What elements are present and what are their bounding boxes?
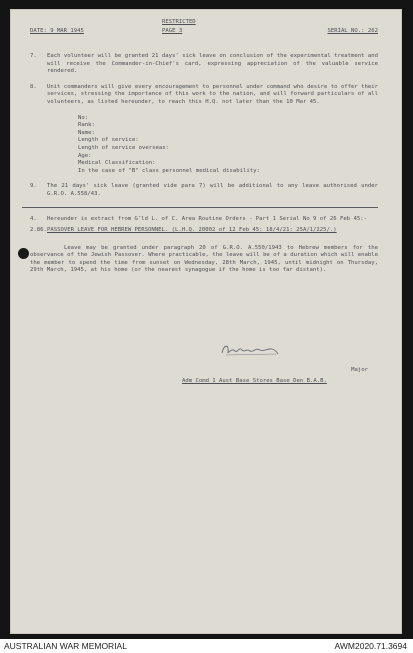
paragraph-text: Hereunder is extract from G'ld L. of C. Area Routine Orders - Part 1 Serial No 9 of 26 Feb 45:- [47,215,367,222]
document-page [10,9,402,634]
particulars-item: Name: [78,129,95,136]
paragraph-7 [30,53,378,76]
paragraph-number: 7. [30,53,37,59]
particulars-item: In the case of "B" class personnel medical disability: [78,167,260,174]
paragraph-text: Unit commanders will give every encouragement to personnel under command who desire to offer their services, stressing the importance of this work to the nation, and will forward particulars of all volunteers, as listed hereunder, to reach this H.Q. not later than the 10 Mar 45. [47,83,378,105]
header-serial: SERIAL NO.: 262 [327,28,378,34]
section-title [30,227,378,235]
particulars-item: Medical Classification: [78,160,156,167]
paragraph-9 [30,183,378,198]
signatory-rank: Major [351,367,368,374]
document-body [30,19,378,411]
footer-institution: AUSTRALIAN WAR MEMORIAL [4,641,127,651]
particulars-item: Length of service: [78,137,139,144]
section-number: 2.86. [30,227,47,234]
signature-block [30,331,378,411]
paragraph-number: 9. [30,183,37,190]
paragraph-number: 4. [30,215,37,222]
classification-marking: RESTRICTED [162,19,196,25]
particulars-list [78,115,378,176]
document-header [30,19,378,53]
extract-note [30,216,378,224]
section-title-text: PASSOVER LEAVE FOR HEBREW PERSONNEL. (L.H.Q. 20002 of 12 Feb 45: 18/4/21: 25A/1/225/.) [47,227,337,234]
particulars-item: Rank: [78,122,95,129]
header-page: PAGE 3 [162,28,183,34]
passover-leave-paragraph: Leave may be granted under paragraph 20 of G.R.O. A.550/1943 to Hebrew members for the observance of the Jewish Passover. Where practicable, the leave will be of a duration which will enable the member to spend the time from sunset on Wednesday, 28th March, 1945, until midnight on Thursday, 29th March, 1945, at his home (or the nearest synagogue if the home is too far distant). [30,244,378,274]
section-divider [22,207,378,208]
signatory-appointment: Adm Comd 1 Aust Base Stores Base Den B.A.B. [182,378,327,385]
archive-footer [0,639,413,653]
header-date: DATE: 9 MAR 1945 [30,28,84,34]
particulars-item: Age: [78,152,92,159]
paragraph-number: 8. [30,83,37,90]
paragraph-text: The 21 days' sick leave (granted vide para 7) will be additional to any leave authorised under G.R.O. A.558/43. [47,183,378,197]
handwritten-signature [220,341,280,357]
paragraph-8 [30,84,378,107]
punch-hole [18,248,29,259]
particulars-item: Length of service overseas: [78,144,169,151]
paragraph-text: Each volunteer will be granted 21 days' sick leave on conclusion of the experimental treatment and will receive the Commander-in-Chief's card, expressing appreciation of the valuable service rendered. [47,53,378,75]
particulars-item: No: [78,114,89,121]
footer-accession-number: AWM2020.71.3694 [334,641,407,651]
